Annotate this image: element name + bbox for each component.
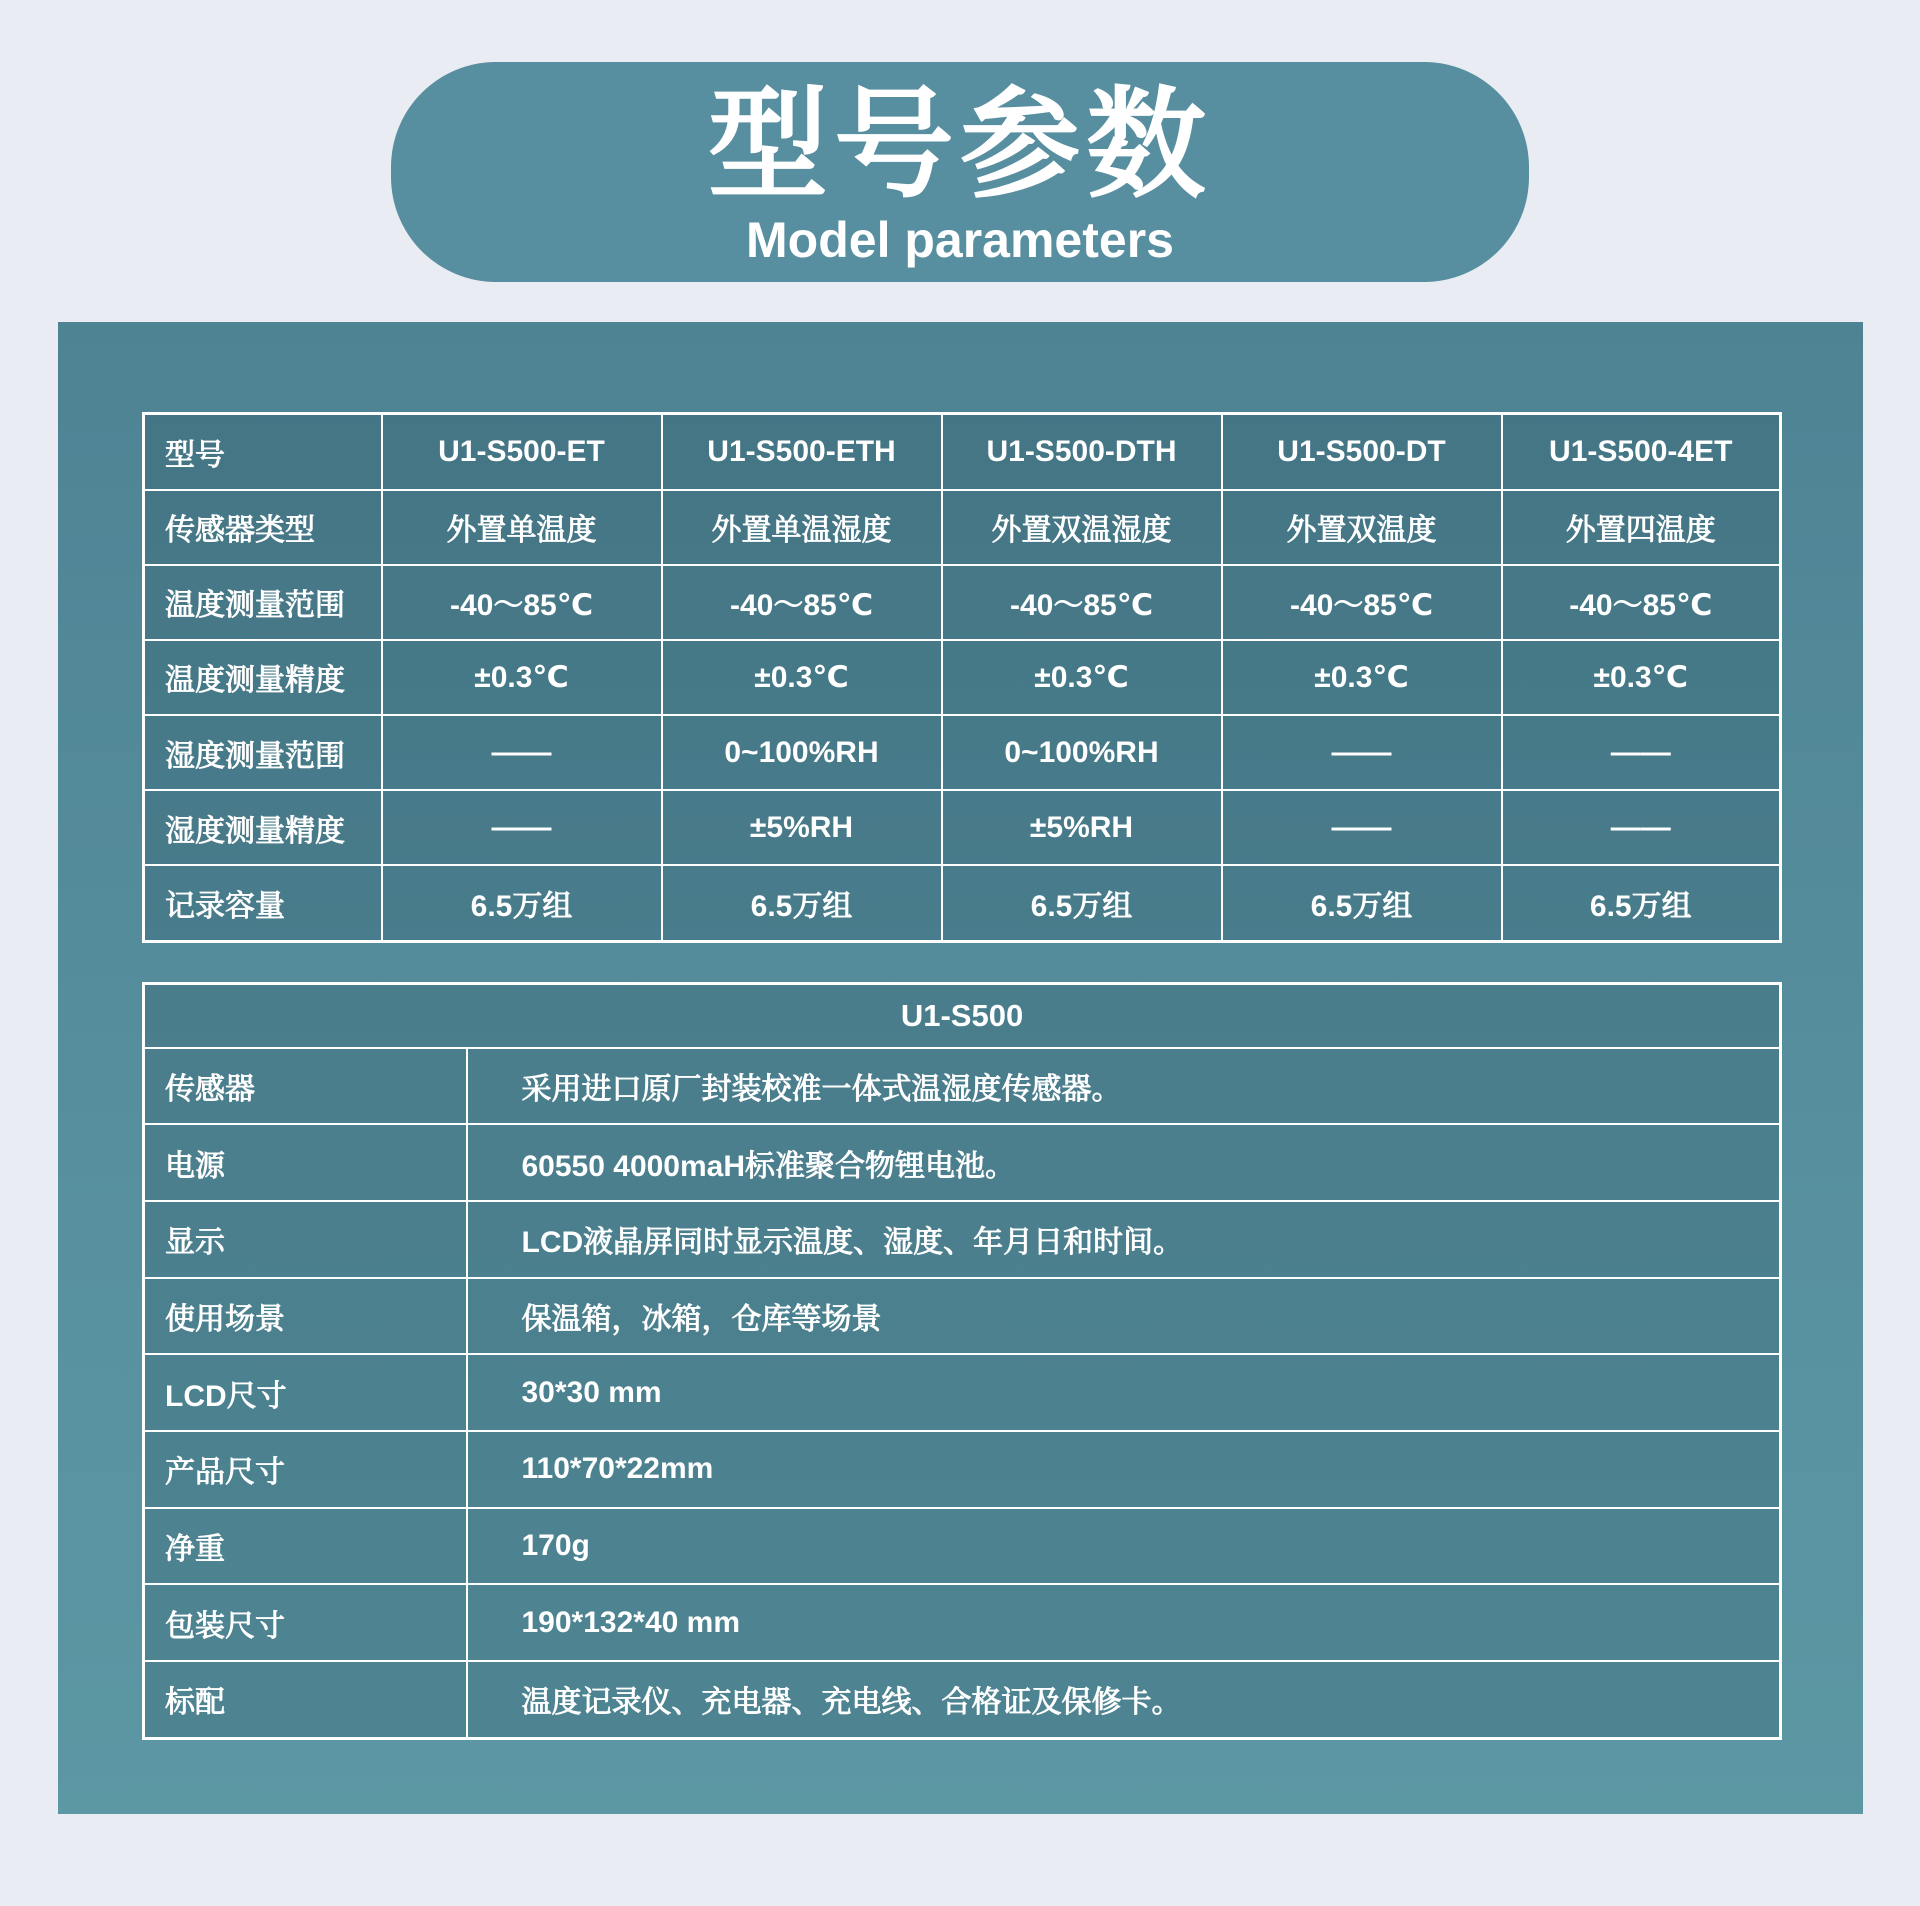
table-row: [144, 1201, 1781, 1278]
table-row: [144, 715, 1781, 790]
detail-table-header: U1-S500: [144, 984, 1781, 1048]
spec-value: ±0.3℃: [942, 640, 1222, 715]
spec-value: 外置双温度: [1222, 490, 1502, 565]
table-row: [144, 1431, 1781, 1508]
spec-value: -40～85℃: [382, 565, 662, 640]
row-label: 净重: [144, 1508, 467, 1585]
spec-value: -40～85℃: [662, 565, 942, 640]
spec-value: -40～85℃: [1502, 565, 1781, 640]
model-column-header: U1-S500-DT: [1222, 414, 1502, 490]
table-row: [144, 790, 1781, 865]
table-row: [144, 865, 1781, 941]
table-row: [144, 984, 1781, 1048]
table-row: [144, 1278, 1781, 1355]
row-label: 温度测量精度: [144, 640, 382, 715]
row-label: 湿度测量范围: [144, 715, 382, 790]
content-panel: [58, 322, 1863, 1814]
spec-value: -40～85℃: [942, 565, 1222, 640]
model-comparison-table: [142, 412, 1782, 943]
model-column-header: U1-S500-4ET: [1502, 414, 1781, 490]
spec-value: 6.5万组: [1222, 865, 1502, 941]
model-column-header: U1-S500-ET: [382, 414, 662, 490]
page-subtitle: Model parameters: [746, 211, 1174, 268]
spec-value: 外置单温度: [382, 490, 662, 565]
spec-value: ——: [382, 715, 662, 790]
row-label: 产品尺寸: [144, 1431, 467, 1508]
row-label: 传感器: [144, 1048, 467, 1125]
model-column-header: U1-S500-DTH: [942, 414, 1222, 490]
model-column-header: U1-S500-ETH: [662, 414, 942, 490]
row-label: 湿度测量精度: [144, 790, 382, 865]
table-row: [144, 1508, 1781, 1585]
table-row: [144, 414, 1781, 490]
row-label: 标配: [144, 1661, 467, 1739]
spec-value: 6.5万组: [382, 865, 662, 941]
row-label: 温度测量范围: [144, 565, 382, 640]
spec-value: ±0.3℃: [1502, 640, 1781, 715]
spec-value: ——: [1222, 790, 1502, 865]
detail-value: LCD液晶屏同时显示温度、湿度、年月日和时间。: [467, 1201, 1781, 1278]
table-row: [144, 490, 1781, 565]
spec-value: ±0.3℃: [382, 640, 662, 715]
row-label: LCD尺寸: [144, 1354, 467, 1431]
spec-value: ——: [1502, 715, 1781, 790]
table-row: [144, 1584, 1781, 1661]
spec-value: ——: [1502, 790, 1781, 865]
row-label: 显示: [144, 1201, 467, 1278]
header-pill: [391, 62, 1529, 282]
row-label: 型号: [144, 414, 382, 490]
detail-value: 保温箱，冰箱，仓库等场景: [467, 1278, 1781, 1355]
spec-value: ±0.3℃: [662, 640, 942, 715]
spec-value: 6.5万组: [942, 865, 1222, 941]
detail-value: 190*132*40 mm: [467, 1584, 1781, 1661]
table-row: [144, 1354, 1781, 1431]
table-row: [144, 1661, 1781, 1739]
spec-value: ——: [1222, 715, 1502, 790]
spec-value: 0~100%RH: [662, 715, 942, 790]
page-title: 型号参数: [708, 77, 1212, 212]
row-label: 电源: [144, 1124, 467, 1201]
detail-value: 110*70*22mm: [467, 1431, 1781, 1508]
spec-value: 外置单温湿度: [662, 490, 942, 565]
row-label: 使用场景: [144, 1278, 467, 1355]
detail-value: 温度记录仪、充电器、充电线、合格证及保修卡。: [467, 1661, 1781, 1739]
spec-value: ±0.3℃: [1222, 640, 1502, 715]
spec-value: ±5%RH: [662, 790, 942, 865]
table-row: [144, 565, 1781, 640]
spec-value: 外置双温湿度: [942, 490, 1222, 565]
spec-value: -40～85℃: [1222, 565, 1502, 640]
row-label: 记录容量: [144, 865, 382, 941]
row-label: 包装尺寸: [144, 1584, 467, 1661]
table-row: [144, 1124, 1781, 1201]
detail-value: 170g: [467, 1508, 1781, 1585]
detail-value: 30*30 mm: [467, 1354, 1781, 1431]
spec-value: 6.5万组: [1502, 865, 1781, 941]
detail-value: 60550 4000maH标准聚合物锂电池。: [467, 1124, 1781, 1201]
spec-value: 0~100%RH: [942, 715, 1222, 790]
spec-value: 外置四温度: [1502, 490, 1781, 565]
detail-table: [142, 982, 1782, 1740]
detail-value: 采用进口原厂封装校准一体式温湿度传感器。: [467, 1048, 1781, 1125]
spec-value: ——: [382, 790, 662, 865]
table-row: [144, 640, 1781, 715]
table-row: [144, 1048, 1781, 1125]
spec-value: 6.5万组: [662, 865, 942, 941]
spec-value: ±5%RH: [942, 790, 1222, 865]
row-label: 传感器类型: [144, 490, 382, 565]
